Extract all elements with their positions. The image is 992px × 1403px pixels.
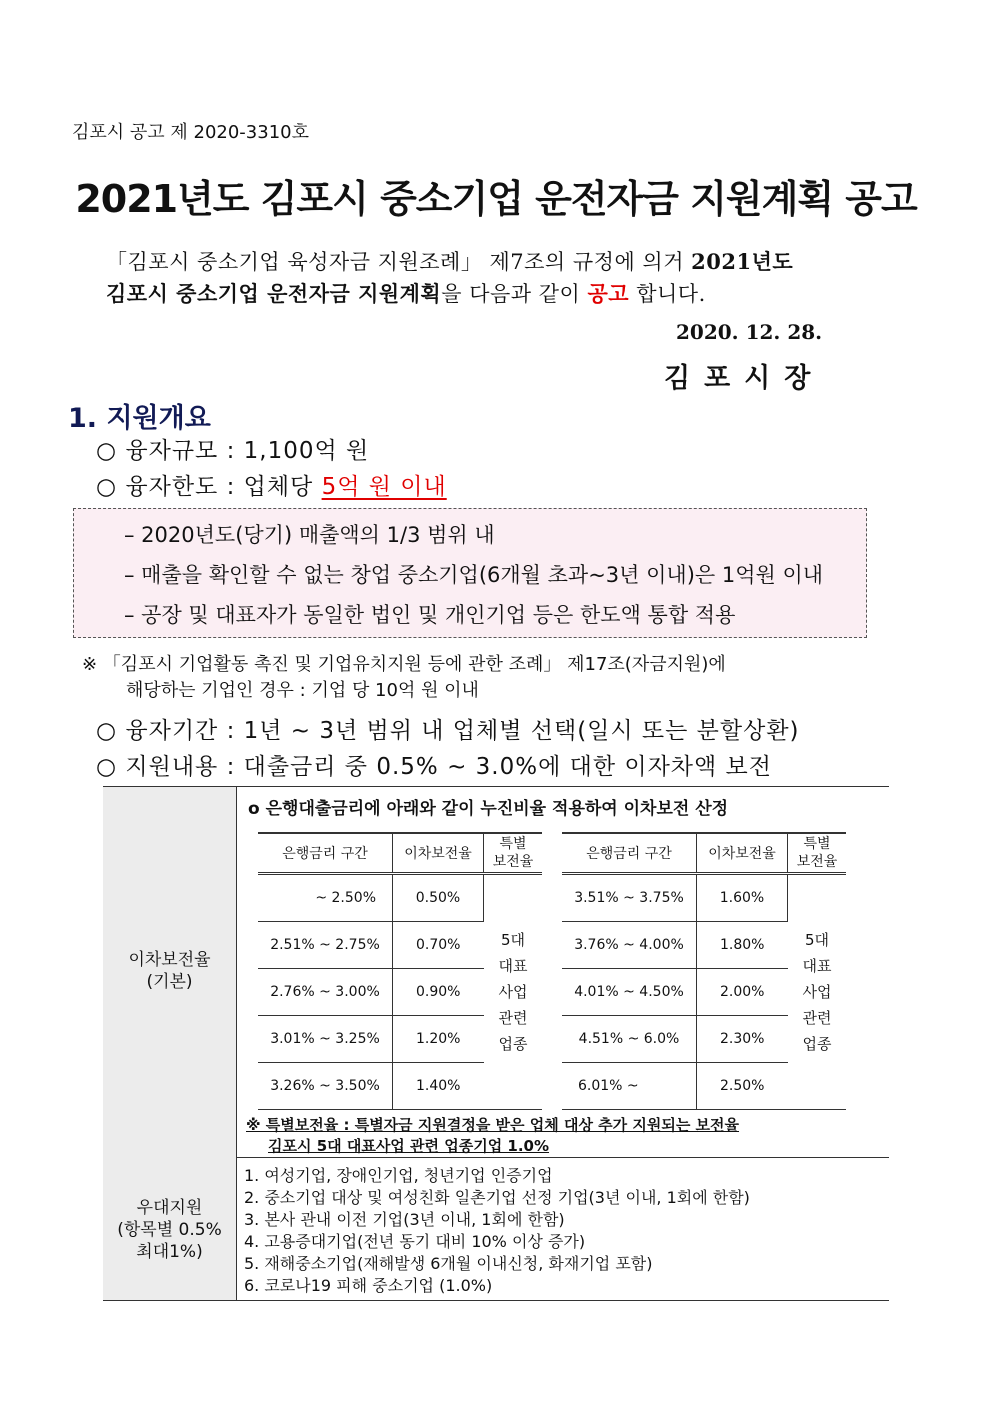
limit-detail-item: – 매출을 확인할 수 없는 창업 중소기업(6개월 초과~3년 이내)은 1억원 이내 [124, 563, 824, 587]
header-rate: 이차보전율 [697, 833, 788, 874]
preference-item: 4. 고용증대기업(전년 동기 대비 10% 이상 증가) [244, 1232, 586, 1251]
intro-line-2 [106, 278, 706, 308]
special-rate-note-cont: 김포시 5대 대표사업 관련 업종기업 1.0% [268, 1137, 550, 1155]
preference-item: 5. 재해중소기업(재해발생 6개월 이내신청, 화재기업 포함) [244, 1254, 653, 1273]
merged-text: 5대 [804, 931, 830, 949]
rate-cell: 1.60% [697, 874, 788, 922]
limit-detail-item: – 공장 및 대표자가 동일한 법인 및 개인기업 등은 한도액 통합 적용 [124, 603, 736, 627]
header-special [788, 833, 847, 874]
rate-table-left [258, 832, 542, 1110]
rate-cell: 2.30% [697, 1016, 788, 1063]
rate-cell: 1.20% [393, 1016, 484, 1063]
page-title: 2021년도 김포시 중소기업 운전자금 지원계획 공고 [75, 177, 917, 221]
intro-announce: 공고 [587, 281, 630, 306]
interest-subtitle: o 은행대출금리에 아래와 같이 누진비율 적용하여 이차보전 산정 [248, 799, 729, 819]
intro-line-1 [106, 246, 793, 276]
intro-text: 「김포시 중소기업 육성자금 지원조례」 제7조의 규정에 의거 [106, 250, 692, 274]
special-merged-cell [484, 874, 543, 1110]
preference-item: 6. 코로나19 피해 중소기업 (1.0%) [244, 1276, 493, 1295]
interest-label: 이차보전율 [128, 950, 211, 970]
range-cell: 4.01% ~ 4.50% [562, 969, 697, 1016]
loan-limit [96, 468, 447, 501]
merged-text: 5대 [500, 931, 526, 949]
preference-item: 2. 중소기업 대상 및 여성친화 일촌기업 선정 기업(3년 이내, 1회에 한함) [244, 1188, 750, 1207]
header-range: 은행금리 구간 [562, 833, 697, 874]
range-cell: 2.76% ~ 3.00% [258, 969, 393, 1016]
header-special-2: 보전율 [796, 854, 838, 870]
loan-limit-value: 5억 원 이내 [321, 474, 447, 500]
announce-date: 2020. 12. 28. [676, 320, 823, 344]
range-cell: 3.76% ~ 4.00% [562, 922, 697, 969]
special-rate-note: ※ 특별보전율 : 특별자금 지원결정을 받은 업체 대상 추가 지원되는 보전율 [246, 1116, 740, 1134]
limit-detail-item: – 2020년도(당기) 매출액의 1/3 범위 내 [124, 523, 495, 547]
rate-cell: 0.50% [393, 874, 484, 922]
header-range: 은행금리 구간 [258, 833, 393, 874]
intro-text-3: 합니다. [629, 282, 706, 306]
support-content: ○ 지원내용 : 대출금리 중 0.5% ~ 3.0%에 대한 이자차액 보전 [96, 754, 772, 780]
preference-item: 1. 여성기업, 장애인기업, 청년기업 인증기업 [244, 1166, 553, 1185]
limit-details-box [73, 508, 867, 638]
rate-cell: 1.40% [393, 1063, 484, 1110]
merged-text: 대표 [498, 957, 528, 975]
merged-text: 업종 [802, 1035, 832, 1053]
range-cell: 6.01% ~ [562, 1063, 697, 1110]
preference-item: 3. 본사 관내 이전 기업(3년 이내, 1회에 한함) [244, 1210, 565, 1229]
loan-scale: ○ 융자규모 : 1,100억 원 [96, 438, 370, 464]
rate-cell: 1.80% [697, 922, 788, 969]
range-cell: 2.51% ~ 2.75% [258, 922, 393, 969]
section-1-title: 1. 지원개요 [68, 403, 211, 434]
preference-label-cell [103, 1157, 236, 1301]
range-cell: 3.51% ~ 3.75% [562, 874, 697, 922]
intro-year: 2021년도 [691, 249, 794, 274]
range-cell: 3.01% ~ 3.25% [258, 1016, 393, 1063]
merged-text: 대표 [802, 957, 832, 975]
merged-text: 관련 [498, 1009, 528, 1027]
mayor-signature: 김포시장 [664, 363, 825, 394]
rate-cell: 0.90% [393, 969, 484, 1016]
merged-text: 사업 [802, 983, 832, 1001]
merged-text: 사업 [498, 983, 528, 1001]
preference-label-sub: (항목별 0.5% [117, 1220, 222, 1240]
header-special-1: 특별 [803, 836, 831, 852]
rate-cell: 0.70% [393, 922, 484, 969]
interest-label-cell [103, 786, 236, 1158]
merged-text: 관련 [802, 1009, 832, 1027]
loan-period: ○ 융자기간 : 1년 ~ 3년 범위 내 업체별 선택(일시 또는 분할상환) [96, 718, 800, 744]
header-special-2: 보전율 [492, 854, 534, 870]
range-cell: 3.26% ~ 3.50% [258, 1063, 393, 1110]
rate-cell: 2.50% [697, 1063, 788, 1110]
range-cell: ~ 2.50% [258, 874, 393, 922]
preference-label: 우대지원 [136, 1198, 203, 1218]
header-special [484, 833, 543, 874]
doc-number: 김포시 공고 제 2020-3310호 [72, 122, 309, 143]
header-special-1: 특별 [499, 836, 527, 852]
rate-cell: 2.00% [697, 969, 788, 1016]
ordinance-note-cont: 해당하는 기업인 경우 : 기업 당 10억 원 이내 [126, 680, 479, 701]
preference-label-sub2: 최대1%) [136, 1242, 203, 1262]
intro-plan-name: 김포시 중소기업 운전자금 지원계획 [106, 281, 442, 306]
merged-text: 업종 [498, 1035, 528, 1053]
interest-label-sub: (기본) [146, 972, 193, 992]
special-merged-cell [788, 874, 847, 1110]
ordinance-note: ※ 「김포시 기업활동 촉진 및 기업유치지원 등에 관한 조례」 제17조(자금지원)에 [82, 654, 726, 675]
range-cell: 4.51% ~ 6.0% [562, 1016, 697, 1063]
rate-table-right [562, 832, 846, 1110]
header-rate: 이차보전율 [393, 833, 484, 874]
loan-limit-label: ○ 융자한도 : 업체당 [96, 474, 322, 500]
intro-text-2: 을 다음과 같이 [441, 282, 588, 306]
